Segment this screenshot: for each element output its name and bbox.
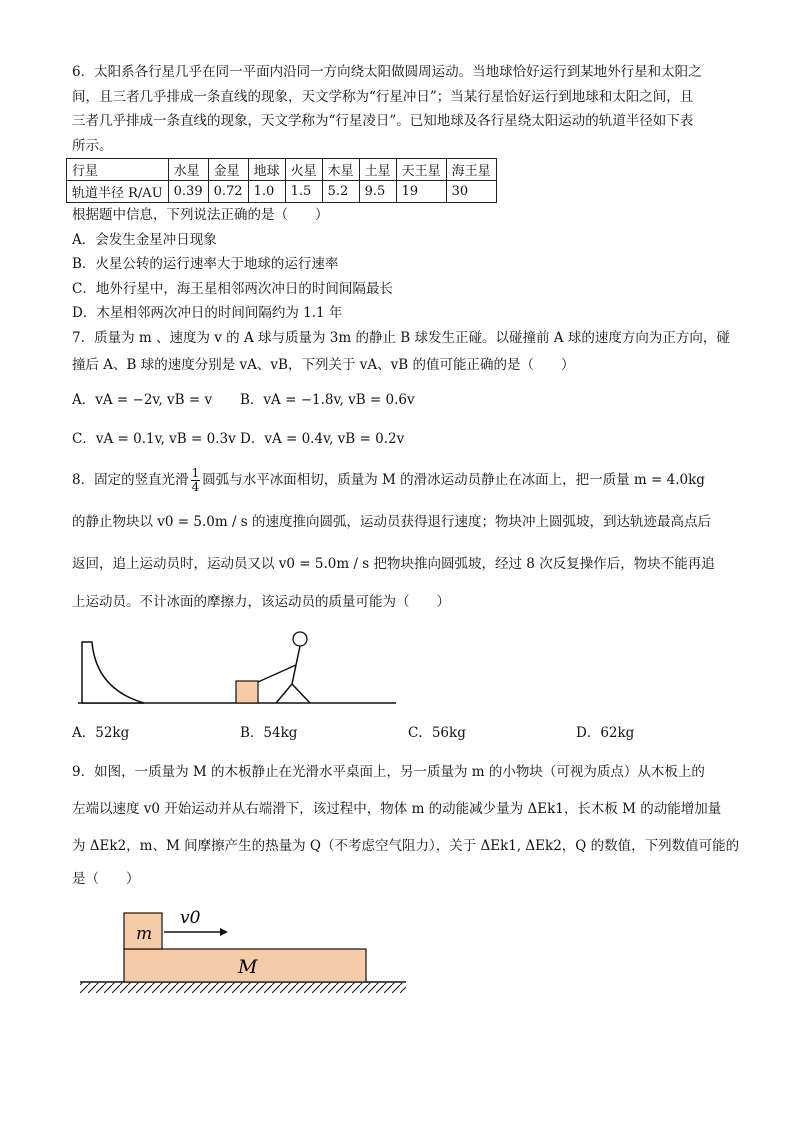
skater-leg [292,684,310,703]
table-cell: 轨道半径 R/AU [67,181,169,203]
q8-options-row [72,713,727,753]
q8-text-part: 8．固定的竖直光滑 [72,472,189,488]
q7-options-row [72,381,727,420]
fraction-numerator: 1 [191,466,200,480]
table-cell: 1.5 [285,181,322,203]
block-board-figure [80,897,416,997]
table-row [67,181,497,203]
block [236,681,258,703]
table-cell: 金星 [208,159,248,181]
q9-text-line: 是（ ） [72,871,140,887]
table-cell: 地球 [248,159,285,181]
table-cell: 木星 [322,159,359,181]
table-cell: 5.2 [322,181,359,203]
q7-option-d: D．vA = 0.4v, vB = 0.2v [240,431,405,447]
q8-option-c: C．56kg [408,725,466,741]
q7-option-b: B．vA = −1.8v, vB = 0.6v [240,392,415,408]
orbit-radius-table [66,158,497,203]
table-cell: 天王星 [396,159,446,181]
skater-head [293,632,307,646]
table-cell: 水星 [168,159,208,181]
arrow-head [220,928,228,936]
question-9 [72,753,740,997]
question-7 [72,326,730,460]
surface-hatching [80,983,406,993]
q8-option-d: D．62kg [576,725,635,741]
table-cell: 1.0 [248,181,285,203]
q9-text-line: 左端以速度 v0 开始运动并从右端滑下，该过程中，物体 m 的动能减少量为 ΔEk1，长木板 M 的动能增加量 [72,801,722,817]
q8-option-b: B．54kg [240,725,298,741]
q6-text-line: 6．太阳系各行星几乎在同一平面内沿同一方向绕太阳做圆周运动。当地球恰好运行到某地外行星和太阳之 [72,64,702,80]
table-cell: 0.72 [208,181,248,203]
exam-page [72,60,740,997]
velocity-label: v0 [180,908,201,928]
table-cell: 0.39 [168,181,208,203]
quarter-arc-ramp [82,642,144,703]
q6-text-line: 三者几乎排成一条直线的现象，天文学称为“行星凌日”。已知地球及各行星绕太阳运动的轨道半径如下表 [72,113,694,129]
q8-text-part: 圆弧与水平冰面相切，质量为 M 的滑冰运动员静止在冰面上，把一质量 m = 4.0kg [202,472,705,488]
table-cell: 9.5 [359,181,396,203]
q6-option-d: D．木星相邻两次冲日的时间间隔约为 1.1 年 [72,305,343,321]
q8-option-a: A．52kg [72,725,130,741]
quarter-fraction [191,467,201,494]
block-label: m [136,924,153,944]
table-cell: 19 [396,181,446,203]
skater-arm [258,665,296,682]
skater-arc-figure [78,623,418,707]
q8-text-line: 上运动员。不计冰面的摩擦力，该运动员的质量可能为（ ） [72,594,450,610]
q6-text-line: 所示。 [72,137,113,154]
table-cell: 火星 [285,159,322,181]
q7-text-line: 撞后 A、B 球的速度分别是 vA、vB，下列关于 vA、vB 的值可能正确的是（ ） [72,357,575,373]
table-cell: 土星 [359,159,396,181]
table-cell: 30 [446,181,496,203]
question-8 [72,459,727,753]
q7-option-a: A．vA = −2v, vB = v [72,392,213,408]
q6-text-line: 间，且三者几乎排成一条直线的现象，天文学称为“行星冲日”；当某行星恰好运行到地球和太阳之间，且 [72,88,694,105]
table-cell: 行星 [67,159,169,181]
table-cell: 海王星 [446,159,496,181]
fraction-denominator: 4 [191,480,200,494]
q7-text-line: 7．质量为 m 、速度为 v 的 A 球与质量为 3m 的静止 B 球发生正碰。以碰撞前 A 球的速度方向为正方向，碰 [72,329,730,346]
q6-option-b: B．火星公转的运行速率大于地球的运行速率 [72,256,339,272]
skater-leg [276,684,292,703]
q6-option-a: A．会发生金星冲日现象 [72,231,217,248]
q9-text-line: 为 ΔEk2，m、M 间摩擦产生的热量为 Q（不考虑空气阻力），关于 ΔEk1, ΔEk2，Q 的数值，下列数值可能的 [72,838,740,854]
q8-text-line: 的静止物块以 v0 = 5.0m / s 的速度推向圆弧，运动员获得退行速度；物块冲上圆弧坡，到达轨迹最高点后 [72,514,712,530]
q6-stem: 根据题中信息，下列说法正确的是（ ） [72,207,329,223]
table-header-row [67,159,497,181]
q7-option-c: C．vA = 0.1v, vB = 0.3v [72,431,236,447]
q6-option-c: C．地外行星中，海王星相邻两次冲日的时间间隔最长 [72,280,393,297]
question-6 [72,60,727,326]
q8-text-line [72,459,727,501]
q9-text-line: 9．如图，一质量为 M 的木板静止在光滑水平桌面上，另一质量为 m 的小物块（可视为质点）从木板上的 [72,764,705,780]
board-label: M [238,956,258,978]
q7-options-row [72,420,727,459]
q8-text-line: 返回，追上运动员时，运动员又以 v0 = 5.0m / s 把物块推向圆弧坡，经过 8 次反复操作后，物块不能再追 [72,556,715,572]
